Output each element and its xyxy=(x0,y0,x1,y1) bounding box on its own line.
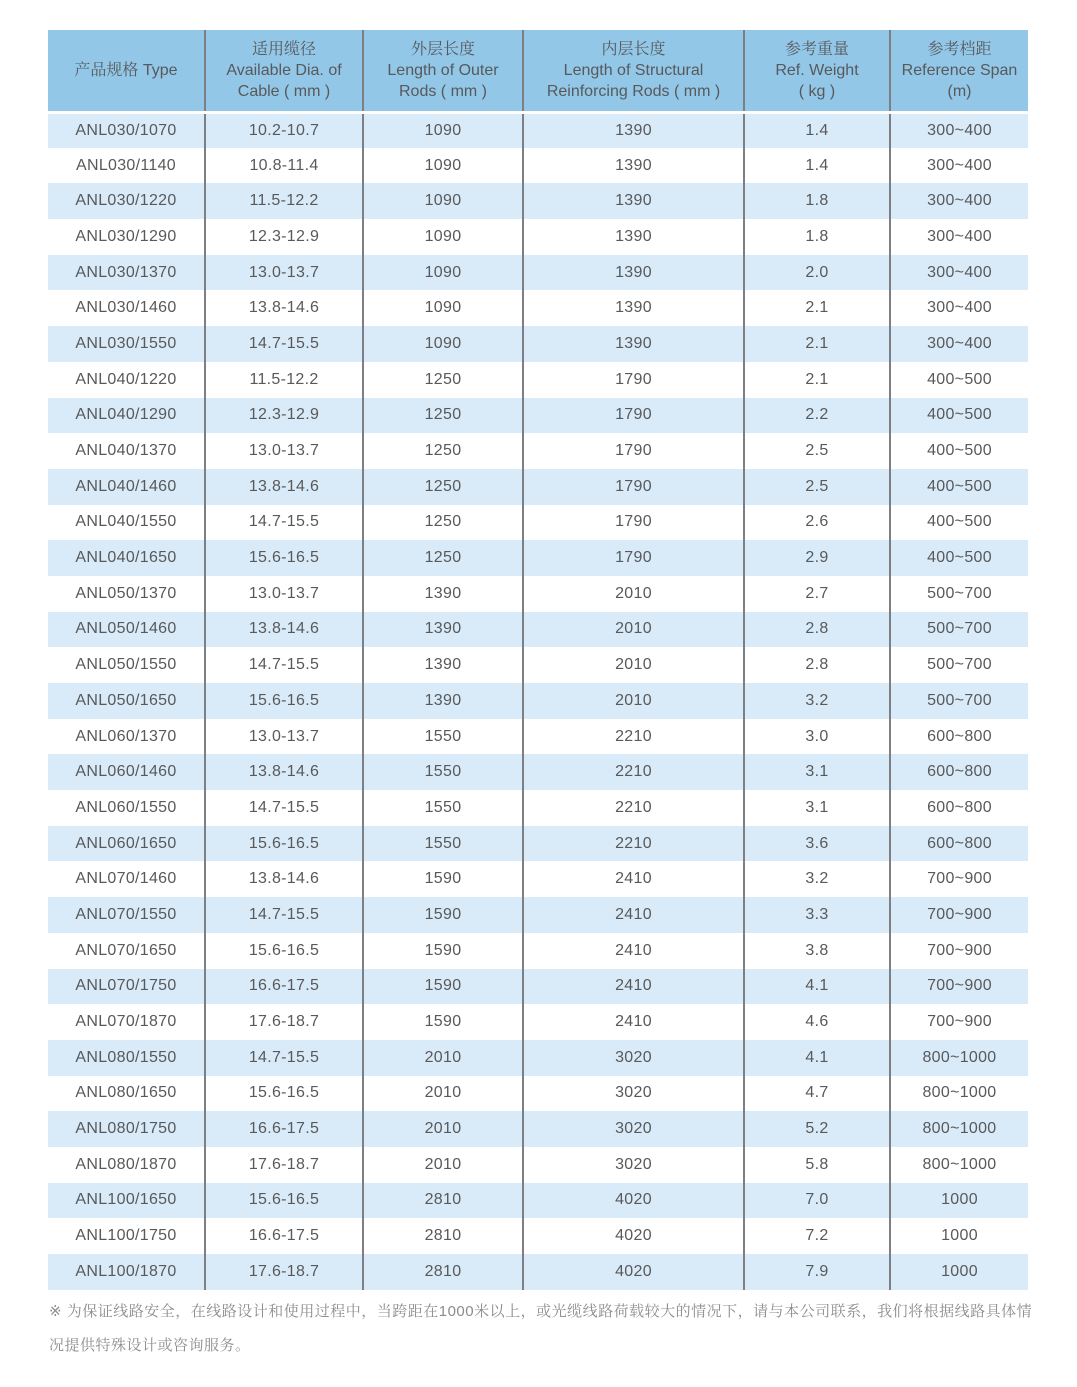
table-cell: 2810 xyxy=(363,1218,523,1254)
table-cell: 3.2 xyxy=(744,861,890,897)
table-cell: 13.0-13.7 xyxy=(205,433,363,469)
column-header-line: ( kg ) xyxy=(798,82,836,100)
table-cell: ANL040/1650 xyxy=(48,540,205,576)
table-cell: 400~500 xyxy=(927,370,992,388)
table-row xyxy=(48,326,1028,362)
column-header-line: Cable ( mm ) xyxy=(237,82,331,100)
table-cell: ANL040/1550 xyxy=(48,505,205,541)
table-cell: 1.4 xyxy=(744,112,890,148)
table-cell: 1790 xyxy=(523,433,744,469)
column-header-line: (m) xyxy=(947,82,972,100)
table-cell: 1090 xyxy=(363,148,523,184)
table-cell: 1550 xyxy=(363,826,523,862)
table-cell: ANL050/1370 xyxy=(48,576,205,612)
table-row xyxy=(48,754,1028,790)
column-header-line: 外层长度 xyxy=(410,40,475,58)
table-row xyxy=(48,1218,1028,1254)
table-row xyxy=(48,612,1028,648)
table-cell: 2.5 xyxy=(744,433,890,469)
column-header-line: 内层长度 xyxy=(601,40,666,58)
table-cell: 3.1 xyxy=(744,754,890,790)
table-cell: 3.8 xyxy=(744,933,890,969)
table-cell: 1390 xyxy=(363,612,523,648)
column-header-line: 产品规格 Type xyxy=(74,61,178,79)
column-header-line: Reference Span xyxy=(901,61,1018,79)
table-cell: 2.8 xyxy=(744,647,890,683)
table-cell: 2.7 xyxy=(744,576,890,612)
table-cell: ANL060/1550 xyxy=(48,790,205,826)
table-cell: 600~800 xyxy=(927,834,992,852)
table-cell: 1250 xyxy=(363,469,523,505)
table-cell: 1250 xyxy=(363,540,523,576)
column-header-type xyxy=(48,30,205,112)
table-cell: 14.7-15.5 xyxy=(205,1040,363,1076)
table-cell: 4020 xyxy=(523,1254,744,1290)
column-header-inner-length xyxy=(523,30,744,112)
table-cell: ANL050/1650 xyxy=(48,683,205,719)
table-cell: 500~700 xyxy=(927,656,992,674)
column-header-line: Rods ( mm ) xyxy=(399,82,487,100)
table-row xyxy=(48,1076,1028,1112)
table-cell: 1790 xyxy=(523,540,744,576)
table-cell: 400~500 xyxy=(927,406,992,424)
table-cell: 700~900 xyxy=(927,905,992,923)
table-cell: ANL040/1460 xyxy=(48,469,205,505)
column-header-line: 参考档距 xyxy=(927,40,992,58)
table-cell: 2.0 xyxy=(744,255,890,291)
table-cell: 13.8-14.6 xyxy=(205,861,363,897)
table-cell: 1000 xyxy=(941,1191,978,1209)
table-cell: 2010 xyxy=(363,1111,523,1147)
table-cell: 2810 xyxy=(363,1254,523,1290)
column-header-line: Ref. Weight xyxy=(775,61,859,79)
table-cell: ANL050/1550 xyxy=(48,647,205,683)
table-cell: 500~700 xyxy=(927,620,992,638)
table-cell: 2010 xyxy=(523,683,744,719)
table-row xyxy=(48,933,1028,969)
table-cell: 1390 xyxy=(523,112,744,148)
table-cell: 1.8 xyxy=(744,219,890,255)
table-cell: 5.2 xyxy=(744,1111,890,1147)
table-cell: 17.6-18.7 xyxy=(205,1147,363,1183)
table-cell: 1550 xyxy=(363,790,523,826)
table-cell: 1390 xyxy=(363,647,523,683)
table-row xyxy=(48,861,1028,897)
column-header-line: Available Dia. of xyxy=(226,61,342,79)
table-cell: 17.6-18.7 xyxy=(205,1254,363,1290)
table-cell: 2210 xyxy=(523,790,744,826)
table-cell: 1590 xyxy=(363,933,523,969)
table-cell: 1.4 xyxy=(744,148,890,184)
table-cell: 13.8-14.6 xyxy=(205,469,363,505)
table-row xyxy=(48,290,1028,326)
table-cell: ANL080/1550 xyxy=(48,1040,205,1076)
table-cell: 13.0-13.7 xyxy=(205,576,363,612)
table-cell: 3020 xyxy=(523,1076,744,1112)
table-row xyxy=(48,719,1028,755)
table-cell: 3020 xyxy=(523,1111,744,1147)
table-cell: 4020 xyxy=(523,1218,744,1254)
table-cell: 1250 xyxy=(363,398,523,434)
table-cell: 3.1 xyxy=(744,790,890,826)
table-cell: 1790 xyxy=(523,362,744,398)
table-cell: 300~400 xyxy=(927,263,992,281)
table-cell: ANL060/1460 xyxy=(48,754,205,790)
table-cell: ANL030/1070 xyxy=(48,112,205,148)
table-row xyxy=(48,790,1028,826)
table-cell: 4.7 xyxy=(744,1076,890,1112)
table-cell: 300~400 xyxy=(927,299,992,317)
table-cell: ANL030/1460 xyxy=(48,290,205,326)
table-cell: 1590 xyxy=(363,861,523,897)
table-cell: ANL030/1370 xyxy=(48,255,205,291)
table-cell: 5.8 xyxy=(744,1147,890,1183)
table-row xyxy=(48,183,1028,219)
table-cell: 1790 xyxy=(523,469,744,505)
table-cell: 1790 xyxy=(523,398,744,434)
table-cell: 15.6-16.5 xyxy=(205,683,363,719)
table-cell: 1390 xyxy=(363,576,523,612)
table-row xyxy=(48,433,1028,469)
table-row xyxy=(48,683,1028,719)
table-cell: ANL070/1750 xyxy=(48,969,205,1005)
table-cell: 400~500 xyxy=(927,477,992,495)
table-header xyxy=(48,30,1028,112)
table-cell: 3.3 xyxy=(744,897,890,933)
table-cell: 2.1 xyxy=(744,290,890,326)
table-cell: ANL030/1140 xyxy=(48,148,205,184)
table-cell: 2010 xyxy=(363,1040,523,1076)
table-row xyxy=(48,505,1028,541)
table-row xyxy=(48,897,1028,933)
table-cell: 1390 xyxy=(523,255,744,291)
table-cell: 400~500 xyxy=(927,513,992,531)
table-cell: 600~800 xyxy=(927,763,992,781)
table-row xyxy=(48,969,1028,1005)
table-cell: 15.6-16.5 xyxy=(205,1183,363,1219)
table-row xyxy=(48,1040,1028,1076)
table-cell: 1590 xyxy=(363,969,523,1005)
table-cell: 1390 xyxy=(523,290,744,326)
table-cell: 1090 xyxy=(363,290,523,326)
table-cell: ANL070/1870 xyxy=(48,1004,205,1040)
table-cell: ANL070/1650 xyxy=(48,933,205,969)
table-cell: 3.0 xyxy=(744,719,890,755)
column-header-line: Length of Structural xyxy=(563,61,704,79)
table-row xyxy=(48,469,1028,505)
column-header-line: 适用缆径 xyxy=(251,40,316,58)
table-cell: 1390 xyxy=(523,148,744,184)
column-header-ref-weight xyxy=(744,30,890,112)
table-cell: 16.6-17.5 xyxy=(205,1111,363,1147)
table-cell: ANL040/1290 xyxy=(48,398,205,434)
table-cell: 500~700 xyxy=(927,691,992,709)
table-cell: 2.9 xyxy=(744,540,890,576)
table-cell: 12.3-12.9 xyxy=(205,398,363,434)
table-cell: 13.8-14.6 xyxy=(205,754,363,790)
table-cell: 1590 xyxy=(363,897,523,933)
table-cell: 600~800 xyxy=(927,727,992,745)
table-cell: 2410 xyxy=(523,897,744,933)
table-header-row xyxy=(48,30,1028,112)
table-cell: 14.7-15.5 xyxy=(205,326,363,362)
table-cell: 4.1 xyxy=(744,1040,890,1076)
table-cell: 300~400 xyxy=(927,121,992,139)
table-cell: 3.2 xyxy=(744,683,890,719)
column-header-line: Length of Outer xyxy=(387,61,499,79)
table-cell: 1090 xyxy=(363,183,523,219)
table-cell: 2410 xyxy=(523,933,744,969)
table-cell: 1000 xyxy=(941,1262,978,1280)
table-cell: 1250 xyxy=(363,433,523,469)
table-cell: 2010 xyxy=(523,612,744,648)
table-cell: 15.6-16.5 xyxy=(205,540,363,576)
table-cell: 600~800 xyxy=(927,798,992,816)
column-header-line: Reinforcing Rods ( mm ) xyxy=(546,82,721,100)
table-cell: 1090 xyxy=(363,255,523,291)
table-cell: 2010 xyxy=(363,1147,523,1183)
table-row xyxy=(48,1254,1028,1290)
table-cell: 7.9 xyxy=(744,1254,890,1290)
product-spec-table xyxy=(48,30,1028,1290)
table-cell: 2410 xyxy=(523,969,744,1005)
table-cell: 4.1 xyxy=(744,969,890,1005)
table-cell: 14.7-15.5 xyxy=(205,897,363,933)
table-cell: 1000 xyxy=(941,1227,978,1245)
table-cell: 15.6-16.5 xyxy=(205,826,363,862)
table-cell: 700~900 xyxy=(927,1013,992,1031)
table-cell: 2010 xyxy=(523,647,744,683)
table-row xyxy=(48,148,1028,184)
table-row xyxy=(48,112,1028,148)
table-cell: 700~900 xyxy=(927,977,992,995)
table-cell: ANL100/1750 xyxy=(48,1218,205,1254)
table-row xyxy=(48,1147,1028,1183)
table-cell: 3.6 xyxy=(744,826,890,862)
table-cell: 1390 xyxy=(523,219,744,255)
table-cell: ANL040/1220 xyxy=(48,362,205,398)
table-cell: 2410 xyxy=(523,861,744,897)
table-cell: 7.2 xyxy=(744,1218,890,1254)
table-row xyxy=(48,540,1028,576)
table-row xyxy=(48,576,1028,612)
table-row xyxy=(48,1004,1028,1040)
table-cell: ANL100/1870 xyxy=(48,1254,205,1290)
table-cell: 700~900 xyxy=(927,870,992,888)
table-cell: 1550 xyxy=(363,719,523,755)
table-row xyxy=(48,398,1028,434)
table-cell: 15.6-16.5 xyxy=(205,1076,363,1112)
table-cell: 14.7-15.5 xyxy=(205,790,363,826)
table-cell: 2.6 xyxy=(744,505,890,541)
column-header-line: 参考重量 xyxy=(784,40,849,58)
footnote: ※ 为保证线路安全，在线路设计和使用过程中，当跨距在1000米以上，或光缆线路荷载较大的情况下，请与本公司联系，我们将根据线路具体情况提供特殊设计或咨询服务。 xyxy=(49,1303,1033,1354)
table-cell: 2.1 xyxy=(744,362,890,398)
column-header-ref-span xyxy=(890,30,1028,112)
table-cell: 1090 xyxy=(363,112,523,148)
table-cell: 1090 xyxy=(363,219,523,255)
table-cell: ANL070/1460 xyxy=(48,861,205,897)
table-cell: 16.6-17.5 xyxy=(205,969,363,1005)
table-cell: ANL030/1220 xyxy=(48,183,205,219)
table-cell: 2.1 xyxy=(744,326,890,362)
table-cell: 1250 xyxy=(363,362,523,398)
table-cell: 16.6-17.5 xyxy=(205,1218,363,1254)
table-cell: ANL060/1370 xyxy=(48,719,205,755)
table-cell: ANL050/1460 xyxy=(48,612,205,648)
table-cell: 2210 xyxy=(523,754,744,790)
table-cell: 17.6-18.7 xyxy=(205,1004,363,1040)
table-cell: 4.6 xyxy=(744,1004,890,1040)
table-cell: 800~1000 xyxy=(922,1155,997,1173)
table-cell: 2210 xyxy=(523,826,744,862)
table-cell: 2010 xyxy=(363,1076,523,1112)
table-cell: ANL080/1650 xyxy=(48,1076,205,1112)
table-row xyxy=(48,826,1028,862)
table-cell: ANL060/1650 xyxy=(48,826,205,862)
table-cell: 10.8-11.4 xyxy=(205,148,363,184)
table-cell: 12.3-12.9 xyxy=(205,219,363,255)
table-cell: ANL080/1750 xyxy=(48,1111,205,1147)
table-row xyxy=(48,647,1028,683)
table-cell: 3020 xyxy=(523,1147,744,1183)
table-cell: 13.0-13.7 xyxy=(205,255,363,291)
table-row xyxy=(48,255,1028,291)
table-cell: 800~1000 xyxy=(922,1048,997,1066)
table-cell: 1090 xyxy=(363,326,523,362)
table-cell: 13.0-13.7 xyxy=(205,719,363,755)
table-cell: 500~700 xyxy=(927,584,992,602)
table-cell: 2.2 xyxy=(744,398,890,434)
table-cell: 1550 xyxy=(363,754,523,790)
table-row xyxy=(48,1111,1028,1147)
table-row xyxy=(48,362,1028,398)
table-cell: ANL040/1370 xyxy=(48,433,205,469)
table-cell: 800~1000 xyxy=(922,1120,997,1138)
table-cell: 14.7-15.5 xyxy=(205,647,363,683)
table-cell: 2410 xyxy=(523,1004,744,1040)
column-header-available-dia xyxy=(205,30,363,112)
table-cell: 2.5 xyxy=(744,469,890,505)
table-cell: ANL030/1290 xyxy=(48,219,205,255)
table-cell: 4020 xyxy=(523,1183,744,1219)
table-row xyxy=(48,1183,1028,1219)
table-cell: ANL070/1550 xyxy=(48,897,205,933)
table-cell: 14.7-15.5 xyxy=(205,505,363,541)
table-cell: 300~400 xyxy=(927,192,992,210)
table-cell: 300~400 xyxy=(927,334,992,352)
table-cell: 10.2-10.7 xyxy=(205,112,363,148)
table-body xyxy=(48,112,1028,1290)
table-cell: 1590 xyxy=(363,1004,523,1040)
table-cell: 1390 xyxy=(523,326,744,362)
table-cell: 15.6-16.5 xyxy=(205,933,363,969)
table-cell: 11.5-12.2 xyxy=(205,362,363,398)
table-cell: 2010 xyxy=(523,576,744,612)
table-cell: 2810 xyxy=(363,1183,523,1219)
table-cell: ANL100/1650 xyxy=(48,1183,205,1219)
table-cell: 700~900 xyxy=(927,941,992,959)
table-cell: 2.8 xyxy=(744,612,890,648)
table-cell: 1.8 xyxy=(744,183,890,219)
table-cell: 1790 xyxy=(523,505,744,541)
table-cell: 13.8-14.6 xyxy=(205,612,363,648)
table-cell: 11.5-12.2 xyxy=(205,183,363,219)
table-cell: 300~400 xyxy=(927,227,992,245)
table-cell: 1390 xyxy=(523,183,744,219)
column-header-outer-length xyxy=(363,30,523,112)
table-cell: 400~500 xyxy=(927,549,992,567)
table-cell: ANL080/1870 xyxy=(48,1147,205,1183)
table-cell: 800~1000 xyxy=(922,1084,997,1102)
table-cell: 7.0 xyxy=(744,1183,890,1219)
table-cell: 300~400 xyxy=(927,156,992,174)
table-row xyxy=(48,219,1028,255)
table-cell: 3020 xyxy=(523,1040,744,1076)
table-cell: ANL030/1550 xyxy=(48,326,205,362)
table-cell: 1390 xyxy=(363,683,523,719)
table-cell: 13.8-14.6 xyxy=(205,290,363,326)
table-cell: 2210 xyxy=(523,719,744,755)
table-cell: 1250 xyxy=(363,505,523,541)
table-cell: 400~500 xyxy=(927,442,992,460)
